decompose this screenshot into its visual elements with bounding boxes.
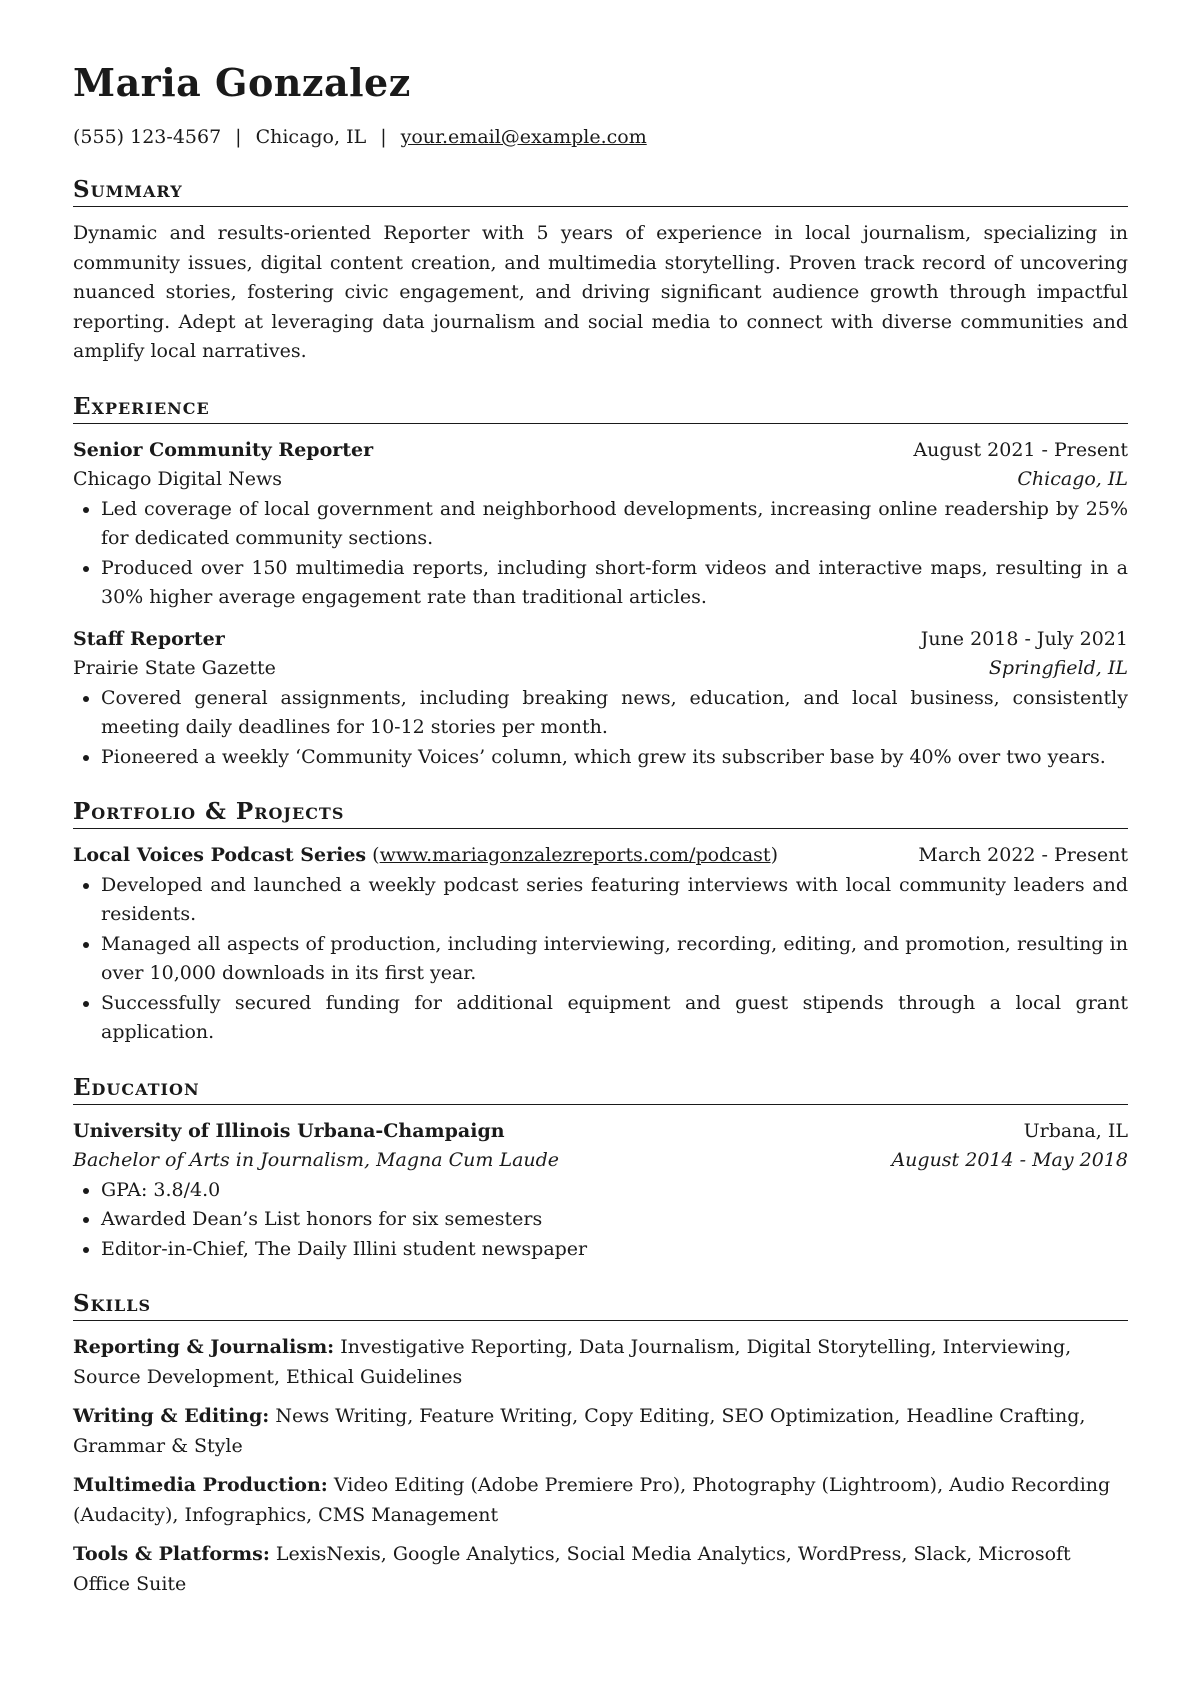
skills-section [73,1290,1128,1599]
job-dates: August 2021 - Present [913,438,1128,461]
section-title-summary: Summary [73,176,1128,207]
school-location: Urbana, IL [1023,1119,1128,1142]
degree: Bachelor of Arts in Journalism, Magna Cum Laude [73,1149,560,1171]
contact-separator: | [235,126,242,148]
bullet-item: • Produced over 150 multimedia reports, including short-form videos and interactive maps, resulting in a 30% higher average engagement rate than traditional articles. [101,554,1128,613]
project-header-row [73,841,1128,871]
contact-separator: | [380,126,387,148]
degree-row [73,1146,1128,1176]
job-bullets [73,495,1128,613]
education-entry [73,1117,1128,1265]
job-entry [73,436,1128,613]
section-title-skills: Skills [73,1290,1128,1321]
project-title: Local Voices Podcast Series (www.mariagonzalezreports.com/podcast) [73,844,778,866]
bullet-item: • Covered general assignments, including breaking news, education, and local business, consistently meeting daily deadlines for 10-12 stories per month. [101,684,1128,743]
education-section [73,1074,1128,1265]
email-link[interactable]: your.email@example.com [400,126,647,148]
job-org: Prairie State Gazette [73,657,276,679]
skill-items: LexisNexis, Google Analytics, Social Media Analytics, WordPress, Slack, Microsoft Office Suite [73,1543,1071,1595]
job-role: Staff Reporter [73,627,225,650]
skill-items: Investigative Reporting, Data Journalism, Digital Storytelling, Interviewing, Source Development, Ethical Guidelines [73,1336,1072,1388]
project-url-link[interactable]: www.mariagonzalezreports.com/podcast [379,844,771,866]
bullet-item: • Awarded Dean’s List honors for six semesters [101,1205,1128,1235]
job-bullets [73,684,1128,773]
bullet-item: • Developed and launched a weekly podcast series featuring interviews with local community leaders and residents. [101,871,1128,930]
job-header-row [73,625,1128,655]
projects-section [73,798,1128,1048]
job-header-row [73,436,1128,466]
skill-group [73,1471,1128,1530]
skill-label: Multimedia Production: [73,1474,328,1496]
education-bullets [73,1176,1128,1265]
summary-text: Dynamic and results-oriented Reporter with 5 years of experience in local journalism, specializing in community issues, digital content creation, and multimedia storytelling. Proven track record of uncovering nuanced stories, fostering civic engagement, and driving significant audience growth through impactful reporting. Adept at leveraging data journalism and social media to connect with diverse communities and amplify local narratives. [73,222,1128,362]
job-location: Chicago, IL [1017,468,1128,490]
location: Chicago, IL [255,126,367,148]
bullet-item: • Managed all aspects of production, including interviewing, recording, editing, and promotion, resulting in over 10,000 downloads in its first year. [101,930,1128,989]
skill-label: Writing & Editing: [73,1405,270,1427]
skill-group [73,1333,1128,1392]
summary-section [73,176,1128,367]
job-location: Springfield, IL [988,657,1128,679]
project-entry [73,841,1128,1048]
skill-items: News Writing, Feature Writing, Copy Editing, SEO Optimization, Headline Crafting, Grammar & Style [73,1405,1086,1457]
candidate-name: Maria Gonzalez [73,60,411,105]
job-org-row [73,654,1128,684]
bullet-item: • Successfully secured funding for additional equipment and guest stipends through a local grant application. [101,989,1128,1048]
bullet-item: • GPA: 3.8/4.0 [101,1176,1128,1206]
contact-line [73,124,1128,150]
education-dates: August 2014 - May 2018 [891,1149,1128,1171]
project-name: Local Voices Podcast Series [73,844,367,866]
job-entry [73,625,1128,773]
project-dates: March 2022 - Present [918,844,1128,866]
skill-items: Video Editing (Adobe Premiere Pro), Photography (Lightroom), Audio Recording (Audacity), Infographics, CMS Management [73,1474,1111,1526]
section-title-experience: Experience [73,393,1128,424]
skill-group [73,1402,1128,1461]
phone-number: (555) 123-4567 [73,126,222,148]
skill-group [73,1540,1128,1599]
school-name: University of Illinois Urbana-Champaign [73,1119,505,1142]
job-dates: June 2018 - July 2021 [920,627,1128,650]
skill-label: Reporting & Journalism: [73,1336,335,1358]
project-bullets [73,871,1128,1048]
job-org-row [73,465,1128,495]
job-org: Chicago Digital News [73,468,282,490]
section-title-education: Education [73,1074,1128,1105]
job-role: Senior Community Reporter [73,438,374,461]
section-title-projects: Portfolio & Projects [73,798,1128,829]
school-row [73,1117,1128,1147]
bullet-item: • Editor-in-Chief, The Daily Illini student newspaper [101,1235,1128,1265]
skill-label: Tools & Platforms: [73,1543,270,1565]
experience-section [73,393,1128,773]
bullet-item: • Led coverage of local government and neighborhood developments, increasing online readership by 25% for dedicated community sections. [101,495,1128,554]
bullet-item: • Pioneered a weekly ‘Community Voices’ column, which grew its subscriber base by 40% over two years. [101,743,1128,773]
